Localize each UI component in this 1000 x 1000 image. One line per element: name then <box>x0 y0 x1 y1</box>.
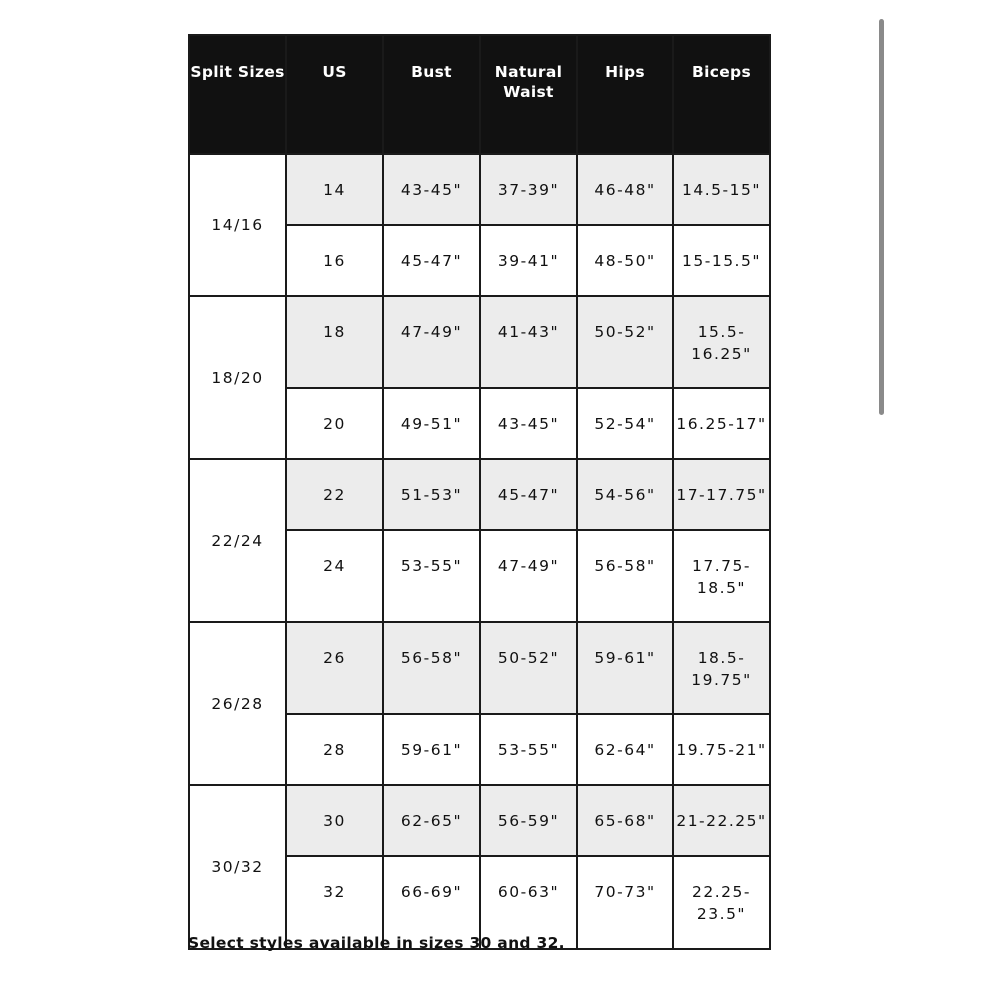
header-biceps: Biceps <box>673 35 770 154</box>
header-row <box>189 35 770 154</box>
hips-cell: 70-73" <box>577 856 673 949</box>
bust-cell: 49-51" <box>383 388 480 459</box>
table-row <box>189 154 770 225</box>
biceps-cell: 21-22.25" <box>673 785 770 856</box>
waist-cell: 45-47" <box>480 459 577 530</box>
biceps-cell: 17.75-18.5" <box>673 530 770 622</box>
header-us: US <box>286 35 383 154</box>
header-hips: Hips <box>577 35 673 154</box>
hips-cell: 54-56" <box>577 459 673 530</box>
hips-cell: 62-64" <box>577 714 673 785</box>
biceps-cell: 18.5-19.75" <box>673 622 770 714</box>
bust-cell: 59-61" <box>383 714 480 785</box>
split-size-cell: 14/16 <box>189 154 286 296</box>
biceps-cell: 14.5-15" <box>673 154 770 225</box>
waist-cell: 53-55" <box>480 714 577 785</box>
us-size-cell: 14 <box>286 154 383 225</box>
us-size-cell: 18 <box>286 296 383 388</box>
hips-cell: 52-54" <box>577 388 673 459</box>
bust-cell: 51-53" <box>383 459 480 530</box>
table-row <box>189 622 770 714</box>
bust-cell: 47-49" <box>383 296 480 388</box>
split-size-cell: 18/20 <box>189 296 286 459</box>
header-natural-waist: Natural Waist <box>480 35 577 154</box>
hips-cell: 56-58" <box>577 530 673 622</box>
hips-cell: 50-52" <box>577 296 673 388</box>
size-table <box>188 34 771 950</box>
bust-cell: 53-55" <box>383 530 480 622</box>
us-size-cell: 16 <box>286 225 383 296</box>
us-size-cell: 28 <box>286 714 383 785</box>
split-size-cell: 26/28 <box>189 622 286 785</box>
hips-cell: 65-68" <box>577 785 673 856</box>
biceps-cell: 19.75-21" <box>673 714 770 785</box>
scrollbar[interactable] <box>879 19 884 415</box>
biceps-cell: 15-15.5" <box>673 225 770 296</box>
table-row <box>189 459 770 530</box>
size-chart <box>188 34 769 921</box>
bust-cell: 43-45" <box>383 154 480 225</box>
biceps-cell: 16.25-17" <box>673 388 770 459</box>
us-size-cell: 22 <box>286 459 383 530</box>
us-size-cell: 20 <box>286 388 383 459</box>
hips-cell: 48-50" <box>577 225 673 296</box>
table-row <box>189 785 770 856</box>
biceps-cell: 15.5-16.25" <box>673 296 770 388</box>
hips-cell: 59-61" <box>577 622 673 714</box>
us-size-cell: 24 <box>286 530 383 622</box>
us-size-cell: 26 <box>286 622 383 714</box>
header-split-sizes: Split Sizes <box>189 35 286 154</box>
waist-cell: 43-45" <box>480 388 577 459</box>
waist-cell: 47-49" <box>480 530 577 622</box>
bust-cell: 45-47" <box>383 225 480 296</box>
waist-cell: 39-41" <box>480 225 577 296</box>
split-size-cell: 30/32 <box>189 785 286 949</box>
biceps-cell: 17-17.75" <box>673 459 770 530</box>
split-size-cell: 22/24 <box>189 459 286 622</box>
waist-cell: 41-43" <box>480 296 577 388</box>
biceps-cell: 22.25-23.5" <box>673 856 770 949</box>
hips-cell: 46-48" <box>577 154 673 225</box>
bust-cell: 66-69" <box>383 856 480 949</box>
waist-cell: 50-52" <box>480 622 577 714</box>
footnote: Select styles available in sizes 30 and 32. <box>188 934 565 952</box>
waist-cell: 60-63" <box>480 856 577 949</box>
header-bust: Bust <box>383 35 480 154</box>
waist-cell: 56-59" <box>480 785 577 856</box>
waist-cell: 37-39" <box>480 154 577 225</box>
us-size-cell: 32 <box>286 856 383 949</box>
us-size-cell: 30 <box>286 785 383 856</box>
table-row <box>189 296 770 388</box>
bust-cell: 56-58" <box>383 622 480 714</box>
bust-cell: 62-65" <box>383 785 480 856</box>
